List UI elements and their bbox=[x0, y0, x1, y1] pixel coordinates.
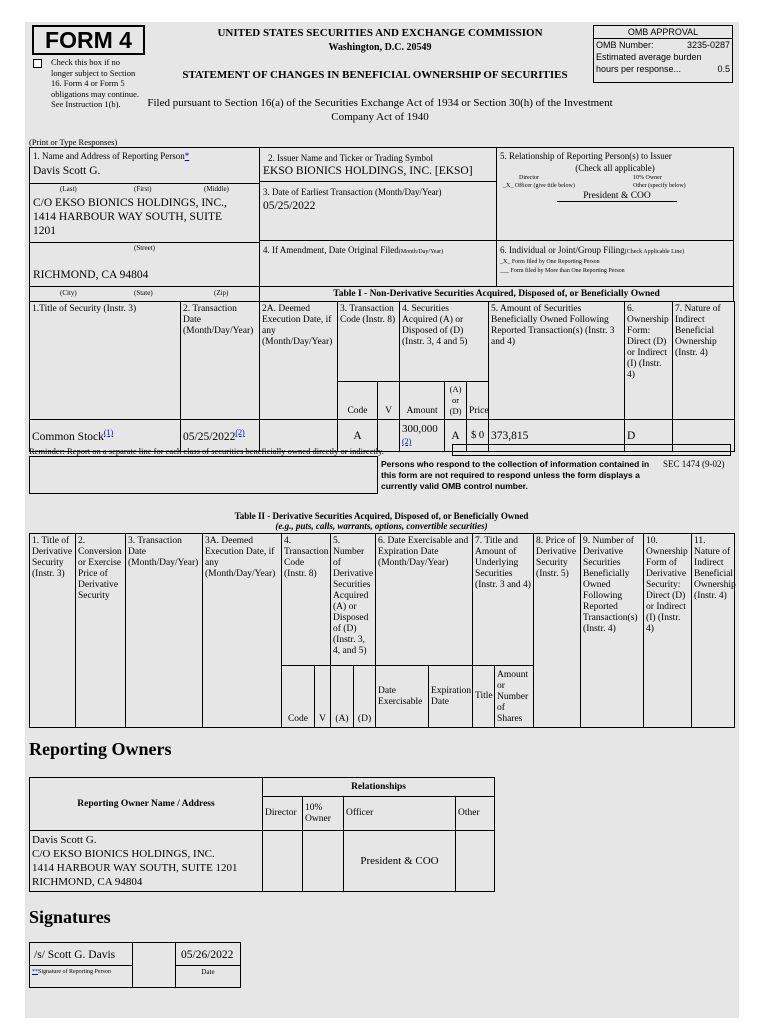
table2-h9: 9. Number of Derivative Securities Beneficially Owned Following Reported Transaction(s) (Instr. 4) bbox=[581, 534, 644, 728]
table1-h2: 2. Transaction Date (Month/Day/Year) bbox=[181, 302, 260, 420]
filing-label: 6. Individual or Joint/Group Filing bbox=[500, 245, 625, 255]
transaction-code: A bbox=[338, 420, 378, 452]
table2-sub-title: Title bbox=[473, 666, 495, 728]
table1-h5: 5. Amount of Securities Beneficially Owned Following Reported Transaction(s) (Instr. 3 and 4) bbox=[489, 302, 625, 420]
reporting-person-box bbox=[29, 147, 260, 287]
transaction-price: $ 0 bbox=[467, 420, 489, 452]
filing-box bbox=[496, 240, 734, 287]
omb-hours-label: hours per response... bbox=[596, 64, 682, 74]
omb-number-label: OMB Number: bbox=[596, 40, 654, 50]
owners-col-officer: Officer bbox=[344, 797, 456, 831]
table-row bbox=[30, 831, 495, 892]
owner-address-1: C/O EKSO BIONICS HOLDINGS, INC. bbox=[32, 848, 215, 860]
form-title-box bbox=[32, 25, 145, 55]
state-label: (State) bbox=[134, 289, 153, 297]
omb-burden-label: Estimated average burden bbox=[596, 52, 702, 62]
notice-left-box bbox=[29, 456, 378, 494]
reporting-owners-table bbox=[29, 777, 495, 892]
relationship-officer: _X_ Officer (give title below) bbox=[503, 183, 575, 189]
table2-sub-expiration: Expiration Date bbox=[429, 666, 473, 728]
table2-sub-a: (A) bbox=[331, 666, 354, 728]
last-label: (Last) bbox=[60, 185, 77, 193]
no-longer-subject-checkbox[interactable] bbox=[33, 59, 42, 68]
signature-footnote-link[interactable]: ** bbox=[32, 969, 38, 975]
first-label: (First) bbox=[134, 185, 152, 193]
earliest-date-box bbox=[259, 181, 497, 241]
omb-number: 3235-0287 bbox=[686, 40, 730, 50]
table1-h7: 7. Nature of Indirect Beneficial Ownership (Instr. 4) bbox=[673, 302, 735, 420]
filing-more: ___ Form filed by More than One Reporting Person bbox=[500, 268, 625, 274]
reporting-owners-heading: Reporting Owners bbox=[29, 739, 172, 759]
agency-name: UNITED STATES SECURITIES AND EXCHANGE COMMISSION bbox=[217, 27, 543, 39]
filing-one: _X_ Form filed by One Reporting Person bbox=[500, 259, 600, 265]
table2-sub-exercisable: Date Exercisable bbox=[376, 666, 429, 728]
table2-title: Table II - Derivative Securities Acquired, Disposed of, or Beneficially Owned bbox=[234, 511, 529, 521]
owners-col-director: Director bbox=[263, 797, 303, 831]
signature-spacer-box bbox=[132, 942, 176, 988]
table2-h2: 2. Conversion or Exercise Price of Derivative Security bbox=[76, 534, 126, 728]
table2-h3: 3. Transaction Date (Month/Day/Year) bbox=[126, 534, 203, 728]
signature-label: Signature of Reporting Person bbox=[38, 969, 111, 975]
owners-col-name: Reporting Owner Name / Address bbox=[30, 778, 263, 831]
owners-relationships: Relationships bbox=[263, 778, 495, 797]
table2-sub-v: V bbox=[315, 666, 331, 728]
relationship-label: 5. Relationship of Reporting Person(s) to Issuer bbox=[500, 151, 672, 161]
signature-box bbox=[29, 942, 133, 988]
table1-sub-aord: (A) or (D) bbox=[445, 382, 467, 420]
table2 bbox=[29, 533, 735, 728]
issuer-label: 2. Issuer Name and Ticker or Trading Symbol bbox=[268, 153, 433, 163]
table1-h3: 3. Transaction Code (Instr. 8) bbox=[338, 302, 400, 382]
owner-address-3: RICHMOND, CA 94804 bbox=[32, 876, 143, 888]
owner-name: Davis Scott G. bbox=[32, 834, 97, 846]
reporting-person-address: C/O EKSO BIONICS HOLDINGS, INC., 1414 HARBOUR WAY SOUTH, SUITE 1201 bbox=[33, 197, 227, 237]
signature-date-box bbox=[175, 942, 241, 988]
owners-col-ten: 10% Owner bbox=[303, 797, 344, 831]
table2-h8: 8. Price of Derivative Security (Instr. 5) bbox=[534, 534, 581, 728]
checkbox-note: Check this box if no longer subject to Section 16. Form 4 or Form 5 obligations may continue. See Instruction 1(b). bbox=[51, 57, 140, 109]
table1-h1: 1.Title of Security (Instr. 3) bbox=[30, 302, 181, 420]
table2-sub-amount: Amount or Number of Shares bbox=[495, 666, 534, 728]
table1-h4: 4. Securities Acquired (A) or Disposed of (D) (Instr. 3, 4 and 5) bbox=[400, 302, 489, 382]
omb-title: OMB APPROVAL bbox=[594, 26, 732, 39]
amendment-box bbox=[259, 240, 497, 287]
table1-title: Table I - Non-Derivative Securities Acquired, Disposed of, or Beneficially Owned bbox=[333, 289, 660, 299]
table1-sub-code: Code bbox=[338, 382, 378, 420]
agency-location: Washington, D.C. 20549 bbox=[328, 42, 432, 53]
signature-value: /s/ Scott G. Davis bbox=[34, 949, 116, 961]
reminder-line-box bbox=[452, 444, 731, 456]
owned-following: 373,815 bbox=[489, 420, 625, 452]
amount-footnote-link[interactable]: (2) bbox=[402, 437, 412, 446]
table2-h7: 7. Title and Amount of Underlying Securities (Instr. 3 and 4) bbox=[473, 534, 534, 666]
sec-number: SEC 1474 (9-02) bbox=[663, 459, 725, 469]
omb-approval-box bbox=[593, 25, 733, 83]
earliest-date-value: 05/25/2022 bbox=[263, 200, 316, 212]
transaction-aord: A bbox=[445, 420, 467, 452]
ownership-form: D bbox=[625, 420, 673, 452]
filing-label-small: (Check Applicable Line) bbox=[624, 249, 685, 255]
table2-h1: 1. Title of Derivative Security (Instr. 3) bbox=[30, 534, 76, 728]
footnote-2-link[interactable]: (2) bbox=[235, 428, 245, 438]
reminder-text: Reminder: Report on a separate line for each class of securities beneficially owned directly or indirectly. bbox=[29, 446, 384, 456]
table2-h11: 11. Nature of Indirect Beneficial Ownership (Instr. 4) bbox=[692, 534, 735, 728]
city-state-zip-labels-box bbox=[29, 286, 260, 302]
print-or-type: (Print or Type Responses) bbox=[29, 137, 118, 147]
table2-h4: 4. Transaction Code (Instr. 8) bbox=[282, 534, 331, 666]
owner-address-2: 1414 HARBOUR WAY SOUTH, SUITE 1201 bbox=[32, 862, 238, 874]
footnote-1-link[interactable]: (1) bbox=[103, 428, 114, 438]
issuer-box bbox=[259, 147, 497, 182]
amendment-label: 4. If Amendment, Date Original Filed bbox=[263, 245, 399, 255]
relationship-director: Director bbox=[519, 175, 539, 181]
table2-h6: 6. Date Exercisable and Expiration Date (Month/Day/Year) bbox=[376, 534, 473, 666]
owners-col-other: Other bbox=[456, 797, 495, 831]
table2-h10: 10. Ownership Form of Derivative Security: Direct (D) or Indirect (I) (Instr. 4) bbox=[644, 534, 692, 728]
issuer-value: EKSO BIONICS HOLDINGS, INC. [EKSO] bbox=[263, 165, 473, 177]
form-page bbox=[25, 22, 739, 1018]
table2-sub-d: (D) bbox=[354, 666, 376, 728]
city-label: (City) bbox=[60, 289, 77, 297]
relationship-check-all: (Check all applicable) bbox=[575, 163, 655, 173]
amendment-label-small: (Month/Day/Year) bbox=[398, 249, 444, 255]
table2-h3a: 3A. Deemed Execution Date, if any (Month/Day/Year) bbox=[203, 534, 282, 728]
earliest-date-label: 3. Date of Earliest Transaction (Month/Day/Year) bbox=[263, 187, 442, 197]
signature-date-label: Date bbox=[201, 968, 215, 976]
street-label: (Street) bbox=[134, 244, 155, 252]
table2-subtitle: (e.g., puts, calls, warrants, options, convertible securities) bbox=[275, 521, 488, 531]
signatures-heading: Signatures bbox=[29, 907, 111, 927]
zip-label: (Zip) bbox=[214, 289, 229, 297]
table1-sub-v: V bbox=[378, 382, 400, 420]
city-state-zip: RICHMOND, CA 94804 bbox=[33, 269, 149, 281]
filed-pursuant: Filed pursuant to Section 16(a) of the Securities Exchange Act of 1934 or Section 30(h) of the Investment Company Act of 1940 bbox=[147, 97, 613, 123]
table1-sub-price: Price bbox=[467, 382, 489, 420]
statement-title: STATEMENT OF CHANGES IN BENEFICIAL OWNERSHIP OF SECURITIES bbox=[182, 69, 568, 81]
table1-title-box bbox=[259, 286, 734, 302]
owner-officer-title: President & COO bbox=[344, 831, 456, 892]
relationship-box bbox=[496, 147, 734, 241]
table1 bbox=[29, 301, 735, 452]
signature-date: 05/26/2022 bbox=[181, 949, 234, 961]
table1-h2a: 2A. Deemed Execution Date, if any (Month/Day/Year) bbox=[260, 302, 338, 420]
form-title: FORM 4 bbox=[45, 27, 132, 53]
transaction-date: 05/25/2022 bbox=[183, 430, 236, 443]
table1-h6: 6. Ownership Form: Direct (D) or Indirect (I) (Instr. 4) bbox=[625, 302, 673, 420]
relationship-ten-pct: 10% Owner bbox=[633, 175, 662, 181]
officer-title: President & COO bbox=[557, 191, 677, 202]
omb-hours: 0.5 bbox=[717, 64, 730, 74]
table2-sub-code: Code bbox=[282, 666, 315, 728]
transaction-amount: 300,000 bbox=[402, 423, 438, 435]
middle-label: (Middle) bbox=[204, 185, 229, 193]
reporting-person-label: 1. Name and Address of Reporting Person bbox=[33, 151, 185, 161]
reporting-person-name: Davis Scott G. bbox=[33, 165, 101, 177]
reporting-person-footnote-link[interactable]: * bbox=[184, 151, 190, 161]
table2-h5: 5. Number of Derivative Securities Acquired (A) or Disposed of (D) (Instr. 3, 4, and 5) bbox=[331, 534, 376, 666]
relationship-other: Other (specify below) bbox=[633, 183, 686, 189]
collection-notice: Persons who respond to the collection of information contained in this form are not required to respond unless the form displays a currently valid OMB control number. bbox=[381, 459, 650, 491]
table1-sub-amount: Amount bbox=[400, 382, 445, 420]
security-title: Common Stock bbox=[32, 430, 104, 443]
